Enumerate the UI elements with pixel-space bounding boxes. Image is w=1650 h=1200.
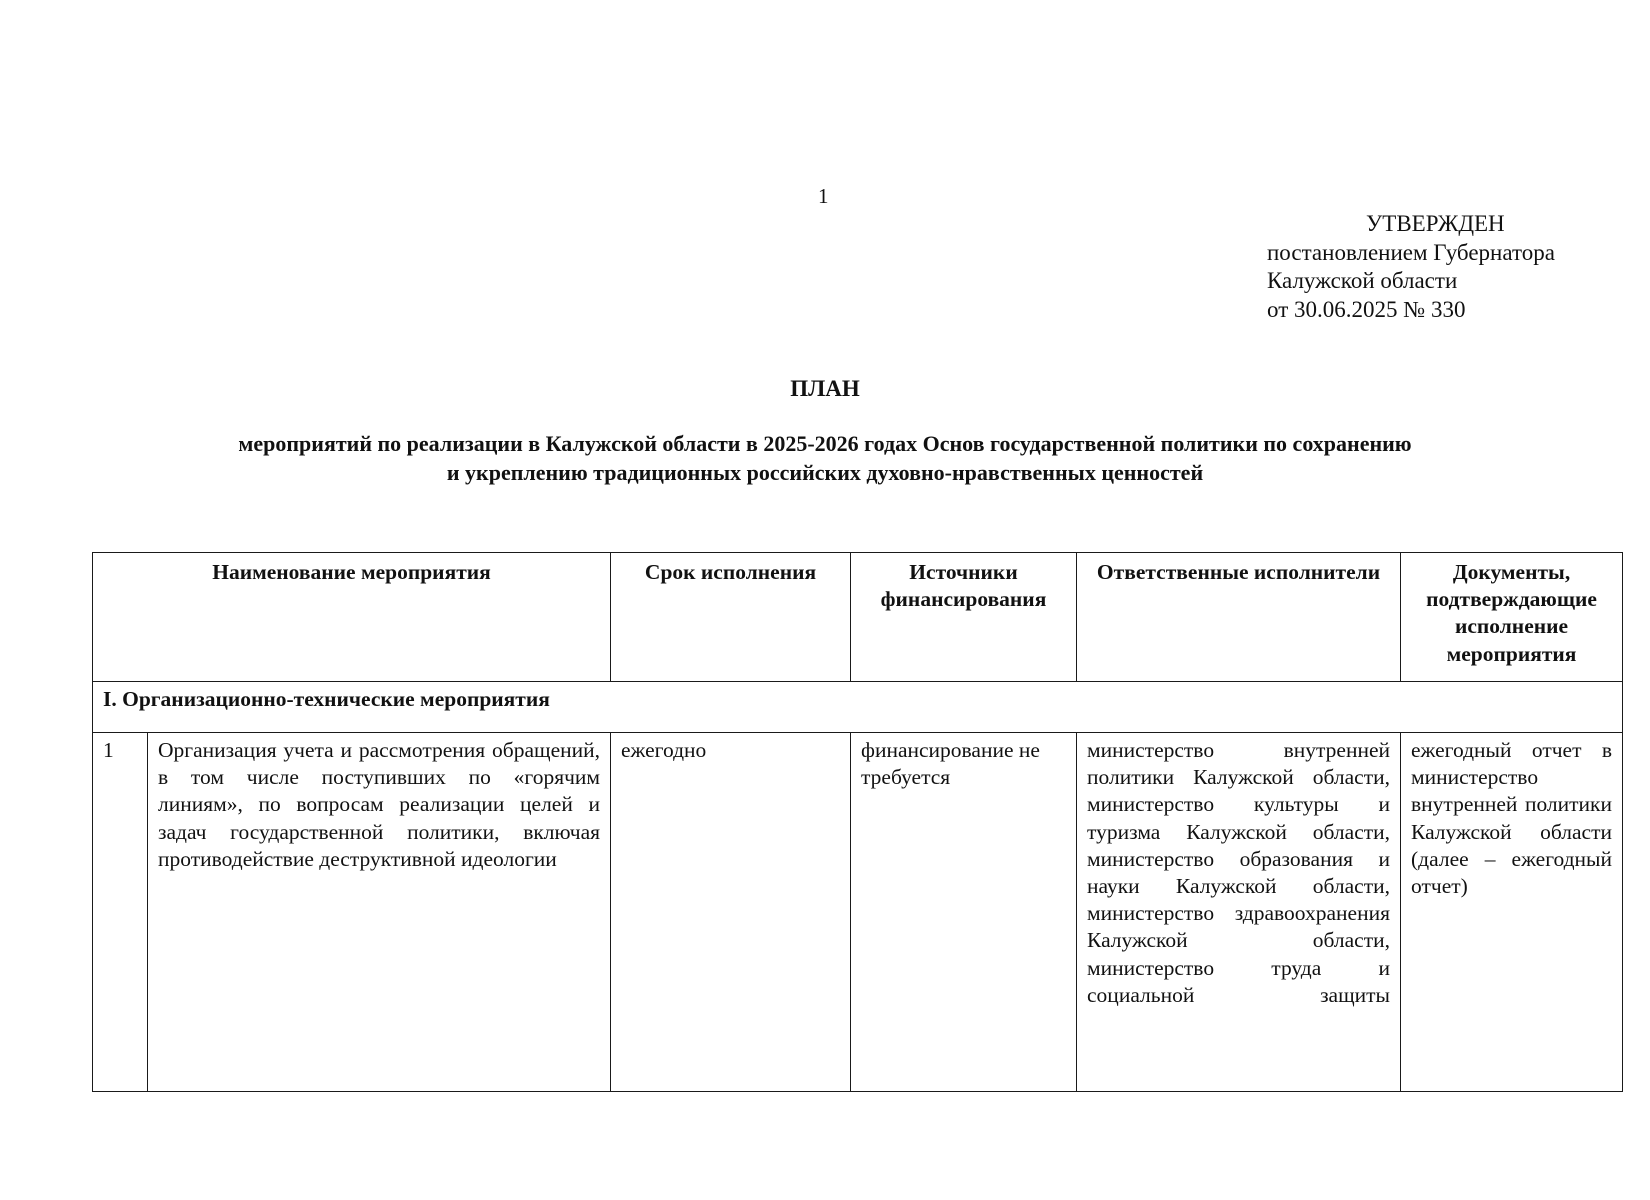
section-row [93, 682, 1623, 733]
row-executors: министерство внутренней политики Калужской области, министерство культуры и туризма Калужской области, министерство образования и науки Калужской области, министерство здравоохранения Калужской области, министерство труда и социальной защиты [1077, 733, 1401, 1092]
approval-block [1267, 210, 1555, 324]
row-number: 1 [93, 733, 148, 1092]
header-executors: Ответственные исполнители [1077, 553, 1401, 682]
row-event-name: Организация учета и рассмотрения обращений, в том числе поступивших по «горячим линиям», по вопросам реализации целей и задач государственной политики, включая противодействие деструктивной идеологии [148, 733, 611, 1092]
document-title: ПЛАН [790, 376, 860, 401]
row-deadline: ежегодно [611, 733, 851, 1092]
plan-table [92, 552, 1623, 1092]
header-event-name: Наименование мероприятия [93, 553, 611, 682]
subtitle-line-2: и укреплению традиционных российских духовно-нравственных ценностей [446, 460, 1204, 485]
section-title: I. Организационно-технические мероприятия [93, 682, 1623, 733]
row-funding: финансирование не требуется [851, 733, 1077, 1092]
row-documents: ежегодный отчет в министерство внутренней политики Калужской области (далее – ежегодный отчет) [1401, 733, 1623, 1092]
approval-line-region: Калужской области [1267, 268, 1458, 293]
table-header-row [93, 553, 1623, 682]
table-row [93, 733, 1623, 1092]
header-deadline: Срок исполнения [611, 553, 851, 682]
document-subtitle [120, 429, 1530, 487]
approval-line-decree: постановлением Губернатора [1267, 239, 1555, 265]
page-number: 1 [818, 184, 829, 208]
header-documents: Документы, подтверждающие исполнение мероприятия [1401, 553, 1623, 682]
approval-line-date: от 30.06.2025 № 330 [1267, 296, 1466, 322]
subtitle-line-1: мероприятий по реализации в Калужской области в 2025-2026 годах Основ государственной политики по сохранению [238, 431, 1412, 456]
header-funding: Источники финансирования [851, 553, 1077, 682]
approved-label: УТВЕРЖДЕН [1366, 211, 1505, 236]
